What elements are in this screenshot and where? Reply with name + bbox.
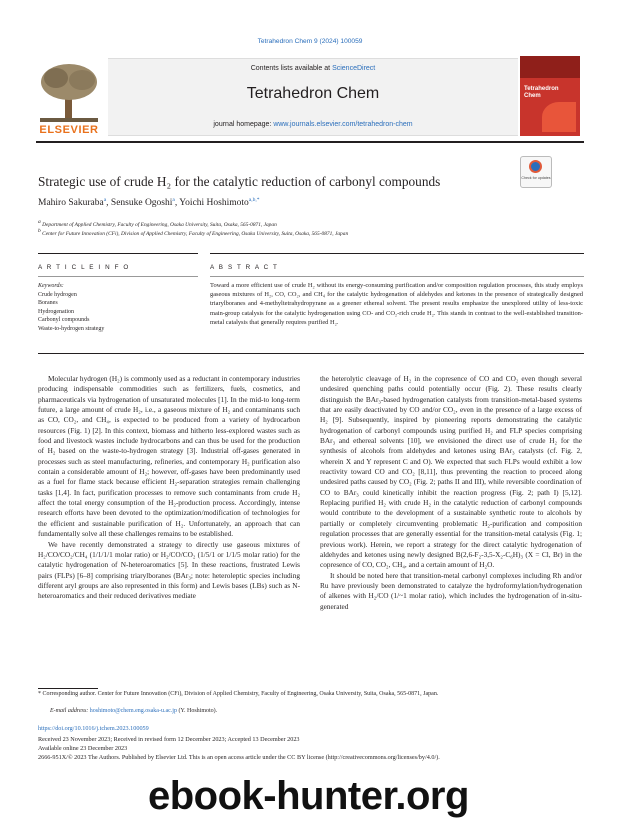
affiliation-text: Center for Future Innovation (CFi), Division of Applied Chemistry, Faculty of Engineering, Osaka University, Suita, Osaka, 565-0871, Japan [42, 231, 349, 237]
cover-title: Tetrahedron Chem [524, 86, 559, 99]
watermark: ebook-hunter.org [148, 774, 469, 818]
affiliation-label: b [38, 228, 41, 235]
divider [38, 353, 584, 354]
author-name[interactable]: Yoichi Hoshimoto [179, 198, 249, 208]
divider [210, 253, 584, 254]
divider [38, 276, 198, 277]
author-name[interactable]: Sensuke Ogoshi [110, 198, 173, 208]
homepage-link[interactable]: www.journals.elsevier.com/tetrahedron-chem [273, 121, 413, 128]
paper-title: Strategic use of crude H₂ for the catalytic reduction of carbonyl compounds [38, 174, 441, 189]
tree-icon [36, 62, 102, 124]
author-affil-mark[interactable]: a [172, 196, 175, 203]
body-paragraph: Molecular hydrogen (H₂) is commonly used as a reductant in contemporary industries producing indispensable commodities such as fertilizers, fuels, cosmetics, and pharmaceuticals via hydrogenation of unsaturated molecules [1]. In the mid-to long-term future, a large amount of crude H₂, i.e., a gaseous mixture of H₂ and contaminants such as CO, CO₂, and CH₄, is expected to be produced from a variety of hydrocarbon resources (Fig. 1) [2]. In this context, biomass and hitherto less-explored wastes such as food and livestock wastes include hydrocarbons and can thus be used for the production of H₂ based on the waste-to-hydrogen strategy [3]. Industrial off-gases generated in processes such as steel manufacturing, refineries, and contemporary H₂ purification also contain a considerable amount of H₂; however, off-gases have been predominantly used as a fuel for flame stack because efficient H₂-separation strategies remain challenging tasks [1,4]. In fact, purification processes to remove such contaminants from crude H₂ affect the total energy consumption of the H₂-production process. Accordingly, intense research efforts have been devoted to the optimization/modification of technologies for the efficient and sustainable purification of H₂. Unfortunately, an approach that can fundamentally solve all these challenges remains to be established. [38, 374, 300, 539]
author-affil-mark[interactable]: a [103, 196, 107, 203]
email-line [50, 708, 217, 714]
body-column-left [38, 374, 300, 602]
keyword: Hydrogenation [38, 308, 74, 315]
cover-band [520, 56, 580, 78]
publisher-wordmark: ELSEVIER [39, 124, 99, 136]
email-link[interactable]: hoshimoto@chem.eng.osaka-u.ac.jp [89, 708, 177, 714]
body-paragraph: We have recently demonstrated a strategy to directly use gaseous mixtures of H₂/CO/CO₂/CH₄ (1/1/1/1 molar ratio) or H₂/CO/CO₂ (1/5/1 or 1/1/5 molar ratio) for the catalytic hydrogenation of N-heteroaromatics [5]. In these reactions, frustrated Lewis pairs (FLPs) [6–8] comprising triarylboranes (BAr₃; note: heteroleptic species including different aryl groups are also represented in this form) and Lewis bases (LBs) such as N-heteroaromatics and their reduced derivatives mediate [38, 539, 300, 601]
check-for-updates-badge[interactable] [520, 156, 552, 188]
author-name[interactable]: Mahiro Sakuraba [38, 198, 104, 208]
body-paragraph: It should be noted here that transition-metal carbonyl complexes including Rh and/or Ru have previously been demonstrated to catalyze the hydroformylation/hydrogenation of alkenes with H₂/CO (1/~1 molar ratio), which includes the hydrogenation of in-situ-generated [320, 570, 582, 611]
journal-name: Tetrahedron Chem [246, 85, 380, 102]
affiliation [38, 228, 349, 237]
online-date: Available online 23 December 2023 [38, 745, 128, 752]
header-divider [36, 141, 584, 143]
journal-header [36, 58, 584, 138]
cover-graphic [542, 102, 576, 132]
keywords-title: Keywords: [38, 283, 64, 289]
article-info-heading: A R T I C L E I N F O [38, 264, 130, 271]
affiliation-label: a [38, 219, 41, 226]
abstract-heading: A B S T R A C T [210, 264, 279, 271]
contents-line [108, 65, 518, 72]
corresponding-author-note: * Corresponding author. Center for Future Innovation (CFi), Division of Applied Chemistry, Faculty of Engineering, Osaka University, Suita, Osaka, 565-0871, Japan. [38, 691, 439, 697]
author-list: Mahiro Sakuraba$^a$, Sensuke Ogoshi$^a$, Yoichi Hoshimoto$^{a,b,*}$ [38, 196, 260, 208]
received-dates: Received 23 November 2023; Received in revised form 12 December 2023; Accepted 13 December 2023 [38, 736, 300, 743]
homepage-prefix: journal homepage: [213, 121, 274, 128]
homepage-line [108, 121, 518, 128]
masthead [108, 58, 518, 136]
body-paragraph: the heterolytic cleavage of H₂ in the copresence of CO and CO₂ even though several undesired quenching paths could potentially occur (Fig. 2). These results clearly distinguish the BAr₃-based hydrogenation catalysts from transition-metal-based systems that are easily deactivated by CO and/or CO₂, even in the presence of a large excess of H₂ [9]. Subsequently, inspired by pioneering reports demonstrating the catalytic hydrogenation of carbonyl compounds using purified H₂ and FLP species comprising BAr₃ and ethereal solvents [10], we envisioned the direct use of crude H₂ for the synthesis of alcohols from aldehydes and ketones using BAr₃ catalysts (cf. Fig. 2, wherein X and Y represent C and O). We expected that such FLPs would exhibit a low reactivity toward CO and CO₂ [8,11], thus preventing the reaction to proceed along undesired paths caused by CO₂ (Fig. 2; paths II and III), while reversible coordination of CO to BAr₃ could kinetically inhibit the reaction progress (Fig. 2; path I) [5,12]. Replacing purified H₂ with crude H₂ in the catalytic reduction of carbonyl compounds would contribute to the development of a sustainable synthetic route to alcohols by partially or completely circumventing problematic H₂-purification and composition regulation processes that are generally essential for the transition-metal catalysis (Fig. 1; previous work). Herein, we report a strategy for the direct catalytic hydrogenation of aldehydes and ketones using newly designed B(2,6-F₂-3,5-X₂-C₆H)₃ (X = Cl, Br) in the copresence of CO, CO₂, CH₄, and a certain amount of H₂O. [320, 374, 582, 570]
affiliation [38, 219, 277, 228]
email-label: E-mail address: [50, 708, 90, 714]
email-suffix: (Y. Hoshimoto). [176, 708, 218, 714]
divider [210, 276, 584, 277]
abstract-text: Toward a more efficient use of crude H₂ without its energy-consuming purification and/or composition regulation processes, this study employs gaseous mixtures of H₂, CO, CO₂, and CH₄ for the catalytic hydrogenation of aldehydes and ketones in the presence of strategically designed triarylboranes and 4-methyltetrahydropyrane as a greener ethereal solvent. The present results emphasize the unexplored utility of less-toxic main-group catalysis for the catalytic hydrogenation using CO- and CO₂-rich crude H₂. This stands in contrast to the well-established transition-metal catalysis that generally requires purified H₂. [210, 282, 583, 326]
keyword: Carbonyl compounds [38, 317, 90, 323]
copyright-notice: 2666-951X/© 2023 The Authors. Published by Elsevier Ltd. This is an open access article under the CC BY license (http://creativecommons.org/licenses/by/4.0/). [38, 754, 440, 761]
sciencedirect-link[interactable]: ScienceDirect [332, 65, 376, 72]
affiliation-text: Department of Applied Chemistry, Faculty of Engineering, Osaka University, Suita, Osaka, 565-0871, Japan [42, 222, 277, 228]
doi-link[interactable]: https://doi.org/10.1016/j.tchem.2023.100059 [38, 725, 149, 732]
body-column-right [320, 374, 582, 612]
journal-cover[interactable] [520, 56, 580, 136]
journal-reference[interactable]: Tetrahedron Chem 9 (2024) 100059 [257, 38, 363, 45]
keyword: Waste-to-hydrogen strategy [38, 325, 105, 332]
footnote-divider [38, 688, 98, 689]
author-affil-mark[interactable]: a,b,* [248, 196, 260, 203]
keyword: Crude hydrogen [38, 291, 77, 298]
updates-icon [529, 160, 542, 173]
divider [38, 253, 198, 254]
keywords-block [38, 282, 104, 333]
keyword: Boranes [38, 300, 58, 306]
contents-prefix: Contents lists available at [250, 65, 333, 72]
updates-label: Check for updates [521, 176, 551, 180]
